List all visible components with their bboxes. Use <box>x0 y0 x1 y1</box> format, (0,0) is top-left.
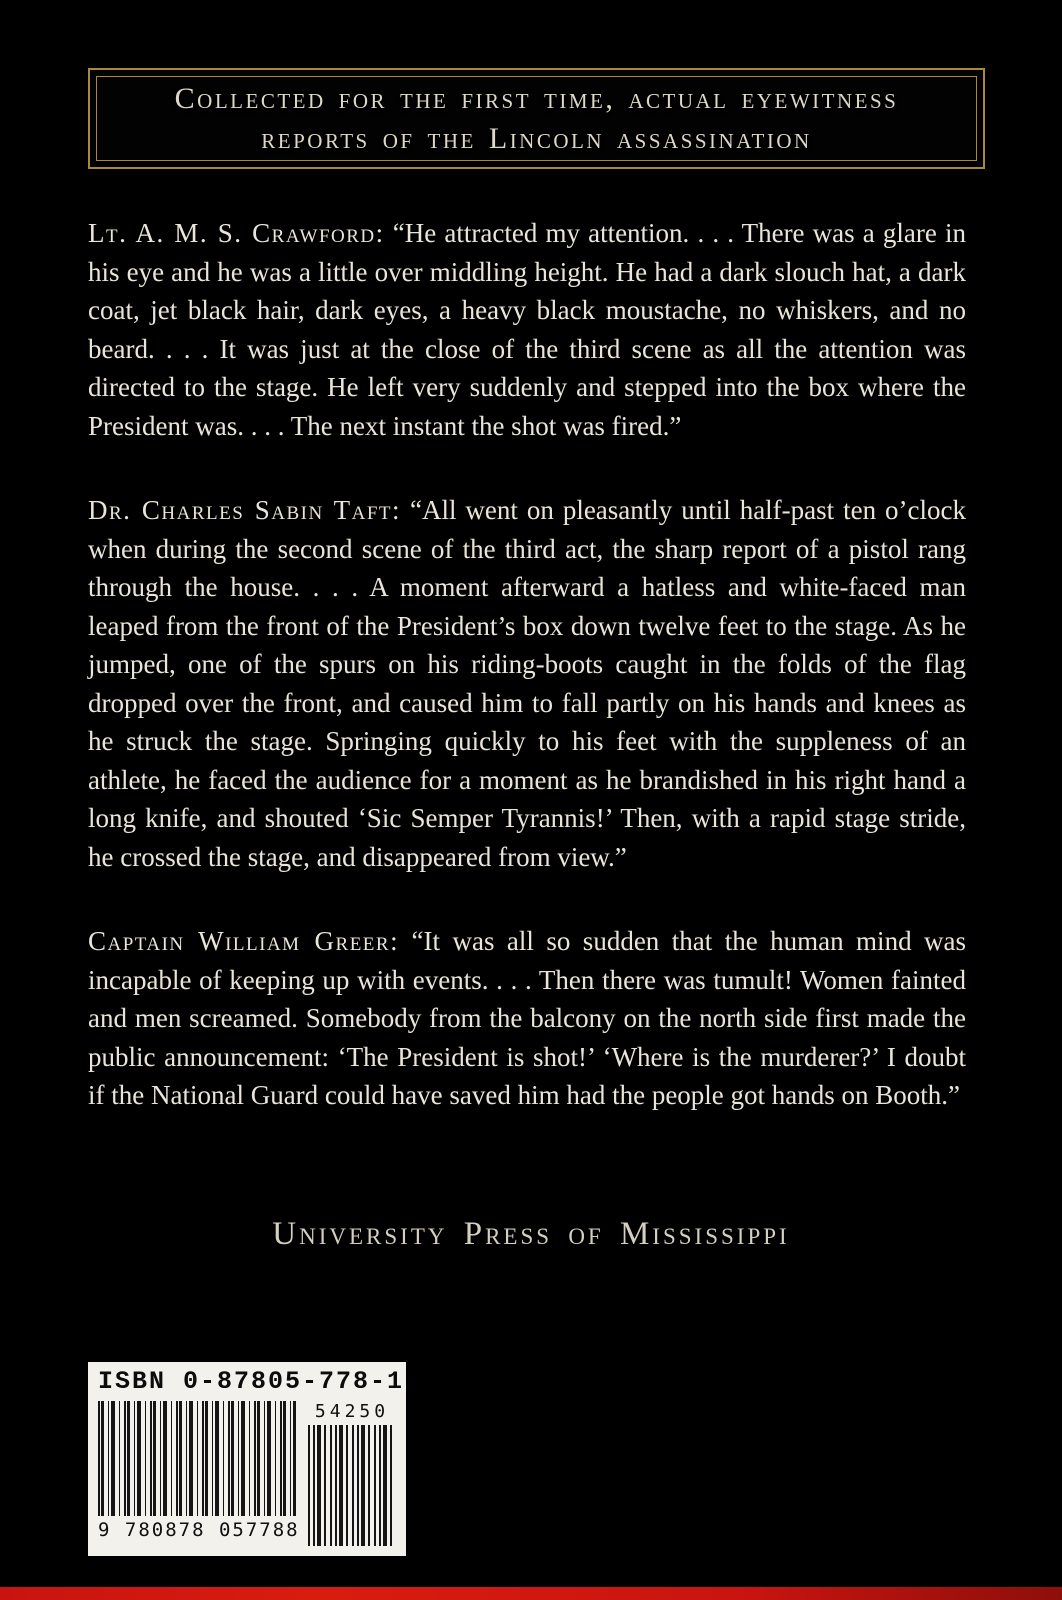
tagline-inner-rule <box>96 76 977 161</box>
book-bottom-edge <box>0 1587 1062 1600</box>
isbn-barcode-label <box>88 1362 406 1556</box>
tagline-text: Collected for the first time, actual eyewitness reports of the Lincoln assassination <box>174 81 899 155</box>
tagline-box <box>88 68 985 169</box>
ean-barcode-digits: 9 780878 057788 <box>98 1519 300 1541</box>
isbn-number: ISBN 0-87805-778-1 <box>98 1367 405 1396</box>
ean-barcode-bars <box>98 1401 296 1516</box>
ean-barcode <box>98 1401 300 1546</box>
quote-paragraph <box>88 922 966 1115</box>
quote-text: “He attracted my attention. . . . There was a glare in his eye and he was a little over middling height. He had a dark slouch hat, a dark coat, jet black hair, dark eyes, a heavy black moustache, no whiskers, and no beard. . . . It was just at the close of the third scene as all the attention was directed to the stage. He left very suddenly and stepped into the box where the President was. . . . The next instant the shot was fired.” <box>88 218 966 441</box>
barcode-row <box>98 1401 396 1546</box>
quote-paragraph <box>88 214 966 445</box>
quote-text: “All went on pleasantly until half-past ten o’clock when during the second scene of the third act, the sharp report of a pistol rang through the house. . . . A moment afterward a hatless and white-faced man leaped from the front of the President’s box down twelve feet to the stage. As he jumped, one of the spurs on his riding-boots caught in the folds of the flag dropped over the front, and caused him to fall partly on his hands and knees as he struck the stage. Springing quickly to his feet with the suppleness of an athlete, he faced the audience for a moment as he brandished in his right hand a long knife, and shouted ‘Sic Semper Tyrannis!’ Then, with a rapid stage stride, he crossed the stage, and disappeared from view.” <box>88 495 967 872</box>
quote-attribution: Lt. A. M. S. Crawford: <box>88 218 385 248</box>
publisher-line: University Press of Mississippi <box>272 1216 790 1252</box>
quote-attribution: Captain William Greer: <box>88 926 400 956</box>
quotes-section <box>88 214 966 1161</box>
supplement-barcode-bars <box>308 1425 396 1546</box>
quote-text: “It was all so sudden that the human mind was incapable of keeping up with events. . . . Then there was tumult! Women fainted and men screamed. Somebody from the balcony on the north side first made the public announcement: ‘The President is shot!’ ‘Where is the murderer?’ I doubt if the National Guard could have saved him had the people got hands on Booth.” <box>88 926 967 1110</box>
supplement-barcode <box>308 1401 396 1546</box>
quote-paragraph <box>88 491 966 876</box>
quote-attribution: Dr. Charles Sabin Taft: <box>88 495 402 525</box>
supplement-price-code: 54250 <box>314 1401 390 1422</box>
